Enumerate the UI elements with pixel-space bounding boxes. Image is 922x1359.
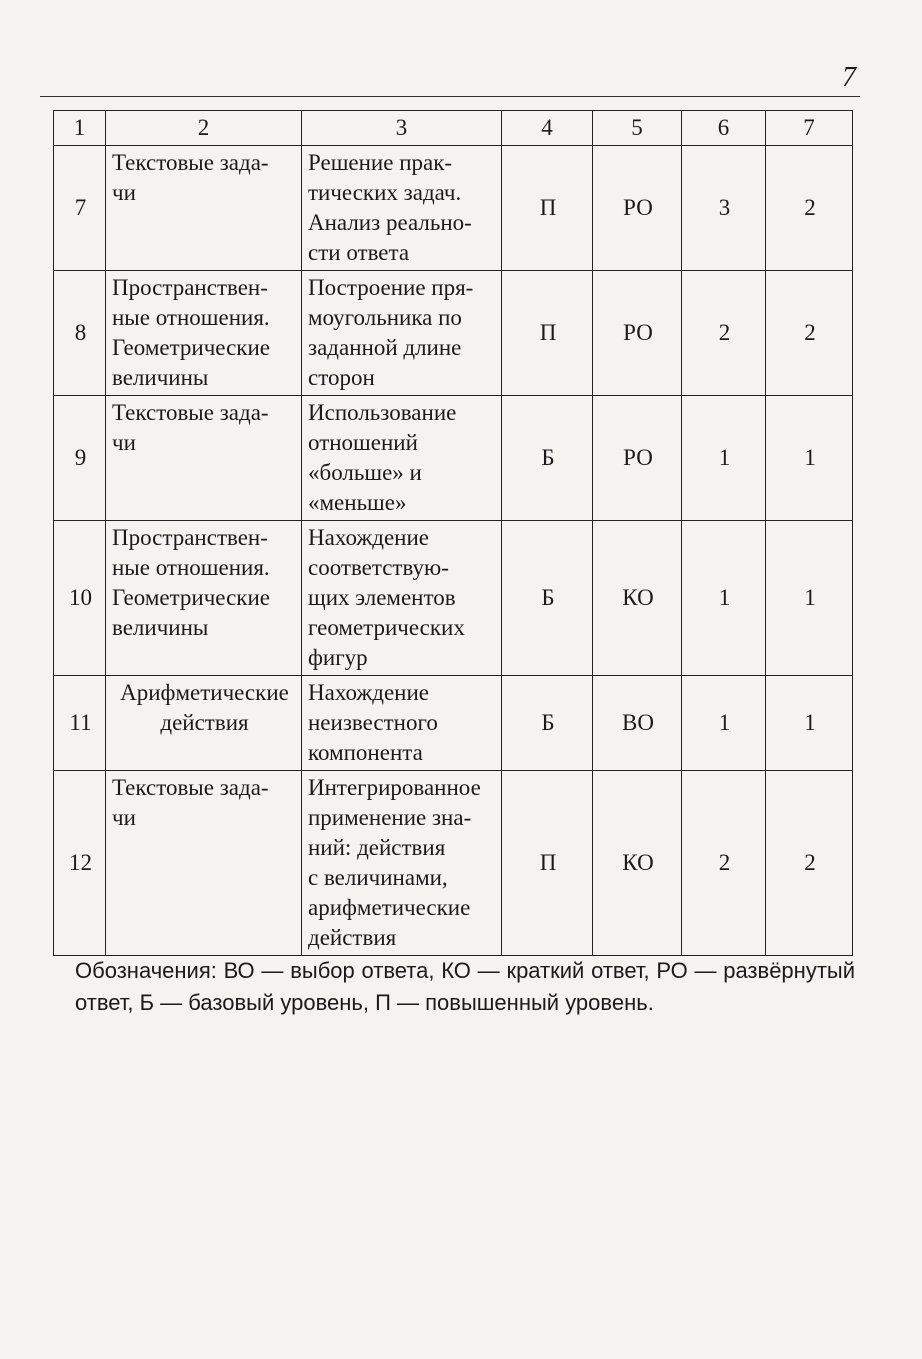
page-number: 7	[842, 62, 856, 93]
task-col7: 2	[766, 271, 853, 396]
task-type: РО	[593, 271, 682, 396]
table-row	[54, 676, 853, 771]
column-header: 5	[593, 111, 682, 146]
table-row	[54, 521, 853, 676]
task-level: Б	[502, 396, 593, 521]
task-col7: 1	[766, 396, 853, 521]
table-row	[54, 396, 853, 521]
column-header: 2	[106, 111, 302, 146]
task-col7: 2	[766, 771, 853, 956]
task-level: П	[502, 146, 593, 271]
task-number: 10	[54, 521, 106, 676]
task-skill: Нахождение соответствую- щих элементов геометрических фигур	[302, 521, 502, 676]
page-header	[40, 60, 860, 97]
tasks-table	[53, 110, 853, 956]
column-header: 1	[54, 111, 106, 146]
task-col7: 1	[766, 521, 853, 676]
task-topic: Пространствен- ные отношения. Геометрические величины	[106, 521, 302, 676]
task-number: 7	[54, 146, 106, 271]
task-topic: Текстовые зада- чи	[106, 146, 302, 271]
task-skill: Использование отношений «больше» и «меньше»	[302, 396, 502, 521]
task-skill: Интегрированное применение зна- ний: действия с величинами, арифметические действия	[302, 771, 502, 956]
task-type: КО	[593, 771, 682, 956]
task-type: РО	[593, 146, 682, 271]
task-topic: Текстовые зада- чи	[106, 396, 302, 521]
task-col7: 1	[766, 676, 853, 771]
task-number: 11	[54, 676, 106, 771]
task-col6: 1	[682, 521, 766, 676]
task-level: Б	[502, 521, 593, 676]
legend-note: Обозначения: ВО — выбор ответа, КО — краткий ответ, РО — развёрнутый ответ, Б — базовый уровень, П — повышенный уровень.	[75, 958, 855, 1015]
task-topic: Арифметические действия	[106, 676, 302, 771]
task-number: 8	[54, 271, 106, 396]
table-row	[54, 771, 853, 956]
table-row	[54, 146, 853, 271]
column-header: 6	[682, 111, 766, 146]
task-number: 12	[54, 771, 106, 956]
task-col6: 2	[682, 771, 766, 956]
task-col6: 2	[682, 271, 766, 396]
task-topic: Пространствен- ные отношения. Геометрические величины	[106, 271, 302, 396]
task-type: ВО	[593, 676, 682, 771]
task-level: П	[502, 271, 593, 396]
task-type: КО	[593, 521, 682, 676]
task-level: Б	[502, 676, 593, 771]
task-col6: 1	[682, 676, 766, 771]
task-col7: 2	[766, 146, 853, 271]
task-topic: Текстовые зада- чи	[106, 771, 302, 956]
table-row	[54, 271, 853, 396]
task-skill: Нахождение неизвестного компонента	[302, 676, 502, 771]
task-skill: Построение пря- моугольника по заданной длине сторон	[302, 271, 502, 396]
task-skill: Решение прак- тических задач. Анализ реально- сти ответа	[302, 146, 502, 271]
task-number: 9	[54, 396, 106, 521]
column-header: 7	[766, 111, 853, 146]
task-col6: 3	[682, 146, 766, 271]
column-header: 3	[302, 111, 502, 146]
task-level: П	[502, 771, 593, 956]
column-header: 4	[502, 111, 593, 146]
task-type: РО	[593, 396, 682, 521]
task-col6: 1	[682, 396, 766, 521]
table-header-row	[54, 111, 853, 146]
